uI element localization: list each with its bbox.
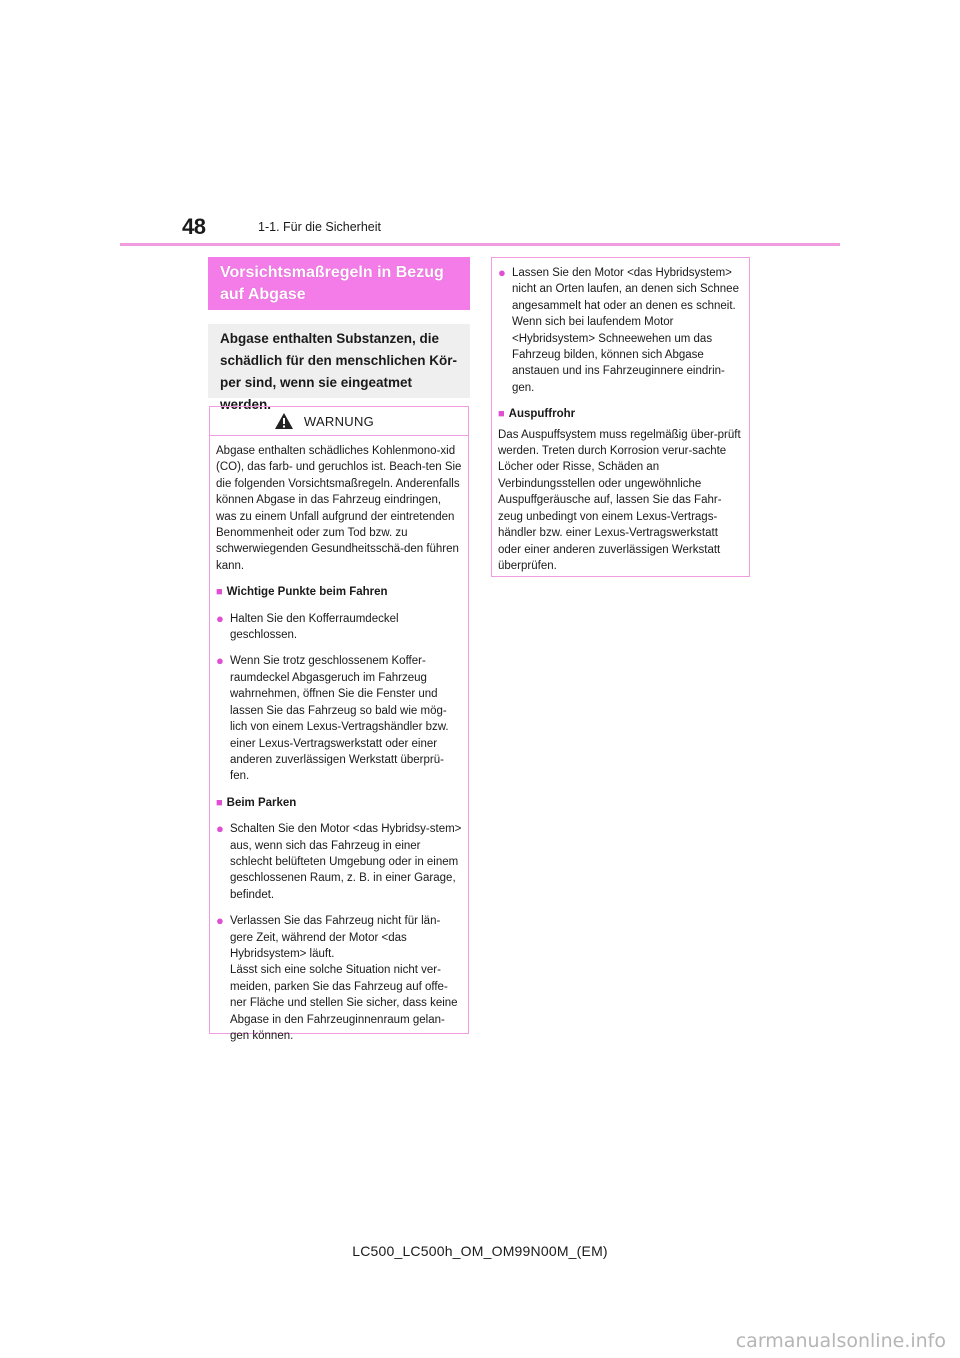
bullet-dot-icon: ●: [216, 653, 224, 669]
list-item: [216, 611, 462, 644]
bullet-text-part: Verlassen Sie das Fahrzeug nicht für län-gere Zeit, während der Motor <das Hybridsystem> läuft.: [230, 915, 441, 960]
section-intro: Abgase enthalten Substanzen, die schädlich für den menschlichen Kör-per sind, wenn sie eingeatmet werden.: [208, 324, 470, 398]
page-number: 48: [182, 214, 206, 239]
warning-body: [210, 436, 468, 1044]
watermark: carmanualsonline.info: [735, 1330, 946, 1352]
exhaust-text: Das Auspuffsystem muss regelmäßig über-prüft werden. Treten durch Korrosion verur-sachte Löcher oder Risse, Schäden an Verbindungsstellen oder ungewöhnliche Auspuffgeräusche auf, lassen Sie das Fahr-zeug unbedingt von einem Lexus-Vertrags-händler bzw. einer Lexus-Vertragswerkstatt oder einer anderen zuverlässigen Werkstatt überprüfen.: [498, 428, 741, 572]
square-bullet-icon: ■: [216, 586, 223, 599]
bullet-dot-icon: ●: [498, 265, 506, 280]
list-item: [216, 653, 462, 784]
bullet-dot-icon: ●: [216, 821, 224, 837]
driving-heading-text: Wichtige Punkte beim Fahren: [226, 586, 388, 599]
bullet-dot-icon: ●: [216, 913, 224, 929]
warning-box: [209, 406, 469, 1042]
parking-heading: [216, 795, 462, 811]
parking-heading-text: Beim Parken: [226, 796, 297, 809]
bullet-text: Wenn Sie trotz geschlossenem Koffer-raumdeckel Abgasgeruch im Fahrzeug wahrnehmen, öffnen Sie die Fenster und lassen Sie das Fahrzeug so bald wie mög-lich von einem Lexus-Vertragshändler bzw. einer Lexus-Vertragswerkstatt oder einer anderen zuverlässigen Werkstatt überprü-fen.: [230, 655, 449, 783]
list-item: [216, 913, 462, 1044]
bullet-dot-icon: ●: [216, 610, 224, 626]
chapter-title: 1-1. Für die Sicherheit: [258, 220, 381, 234]
footer-doc-code: LC500_LC500h_OM_OM99N00M_(EM): [352, 1243, 608, 1259]
list-item: [498, 265, 743, 396]
bullet-text: Halten Sie den Kofferraumdeckel geschlossen.: [230, 612, 399, 642]
list-item: [216, 821, 462, 903]
right-column-box: [491, 257, 750, 577]
warning-intro: Abgase enthalten schädliches Kohlenmono-xid (CO), das farb- und geruchlos ist. Beach-ten Sie die folgenden Vorsichtsmaßregeln. Anderenfalls können Abgase in das Fahrzeug eindringen, was zu einem Unfall aufgrund der eintretenden Benommenheit oder zum Tod bzw. zu schwerwiegenden Gesundheitsschä-den führen kann.: [216, 445, 462, 572]
exhaust-heading-text: Auspuffrohr: [508, 408, 576, 421]
warning-triangle-icon: [274, 412, 294, 430]
bullet-text: Lassen Sie den Motor <das Hybridsystem> nicht an Orten laufen, an denen sich Schnee angesammelt hat oder an denen es schneit. Wenn sich bei laufendem Motor <Hybridsystem> Schneewehen um das Fahrzeug bilden, können sich Abgase anstauen und ins Fahrzeuginnere eindrin-gen.: [512, 267, 739, 394]
bullet-text-part: Lässt sich eine solche Situation nicht ver-meiden, parken Sie das Fahrzeug auf offe-ner Fläche und stellen Sie sicher, dass keine Abgase in den Fahrzeuginnenraum gelan-gen können.: [230, 964, 458, 1042]
warning-header: [210, 407, 468, 436]
square-bullet-icon: ■: [498, 408, 505, 421]
driving-heading: [216, 584, 462, 600]
bullet-text: Schalten Sie den Motor <das Hybridsy-stem> aus, wenn sich das Fahrzeug in einer schlecht belüfteten Umgebung oder in einem geschlossenen Raum, z. B. in einer Garage, befindet.: [230, 823, 462, 901]
header-rule: [120, 243, 840, 246]
section-title: Vorsichtsmaßregeln in Bezug auf Abgase: [208, 257, 470, 310]
warning-label: WARNUNG: [303, 413, 375, 429]
square-bullet-icon: ■: [216, 796, 223, 809]
exhaust-heading: [498, 406, 743, 422]
bullet-text: [230, 913, 462, 1044]
